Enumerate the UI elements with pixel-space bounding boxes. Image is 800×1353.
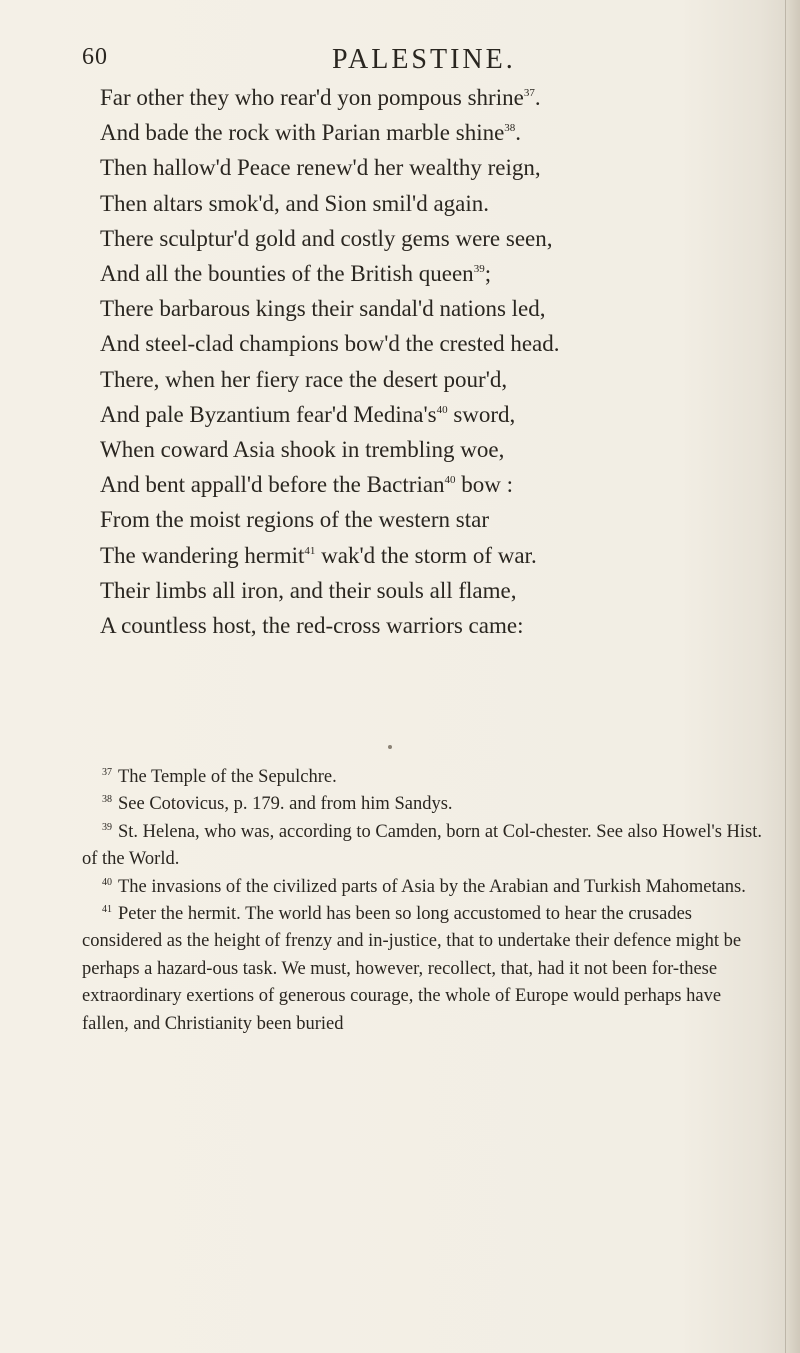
poem-line [100, 221, 740, 256]
footnote-reference[interactable]: 39 [473, 263, 485, 276]
footnote-mark: 37 [102, 767, 112, 778]
poem-line [100, 432, 740, 467]
footnote [82, 874, 762, 901]
footnote [82, 901, 762, 1038]
poem-line [100, 573, 740, 608]
poem-line-text: From the moist regions of the western star [100, 507, 490, 533]
footnote-mark: 38 [102, 794, 112, 806]
poem-line-text: When coward Asia shook in trembling woe, [100, 437, 505, 463]
footnote [82, 819, 762, 874]
poem-line [100, 502, 740, 537]
footnote [82, 764, 762, 791]
running-title: PALESTINE. [332, 44, 516, 75]
poem-line-text: Then altars smok'd, and Sion smil'd again. [100, 190, 490, 216]
footnote-mark: 40 [102, 876, 112, 888]
footnote-text: Peter the hermit. The world has been so long accustomed to hear the crusades considered as the height of frenzy and in-justice, that to undertake their defence might be perhaps a hazard-ous task. We must, however, recollect, that, had it not been for-these extraordinary exertions of generous courage, the whole of Europe would perhaps have fallen, and Christianity been buried [82, 904, 742, 1034]
poem-line [100, 362, 740, 397]
poem-line [100, 291, 740, 326]
footnote-reference[interactable]: 38 [504, 122, 516, 135]
poem-line-tail: bow : [455, 472, 514, 498]
footnote-reference[interactable]: 40 [444, 474, 456, 487]
poem-line-tail: . [534, 85, 541, 110]
poem-line [100, 256, 740, 291]
poem-line-text: And bent appall'd before the Bactrian [100, 472, 445, 498]
poem-line-text: Their limbs all iron, and their souls all flame, [100, 577, 517, 603]
page-edge [785, 0, 800, 1353]
poem-line [100, 186, 740, 221]
poem-line-tail: wak'd the storm of war. [315, 542, 537, 568]
poem-line-text: A countless host, the red-cross warriors came: [100, 613, 524, 639]
poem-line [100, 150, 740, 185]
poem-line-text: Far other they who rear'd yon pompous shrine [100, 85, 524, 110]
poem-line [100, 326, 740, 361]
poem-line-tail: ; [484, 261, 492, 287]
footnote-text: The Temple of the Sepulchre. [118, 767, 337, 787]
poem-line [100, 608, 740, 643]
poem-line [100, 397, 740, 432]
poem-line-text: And bade the rock with Parian marble shine [100, 120, 505, 146]
poem-line [100, 538, 740, 573]
footnote-text: The invasions of the civilized parts of Asia by the Arabian and Turkish Mahometans. [118, 876, 746, 897]
poem-line [100, 467, 740, 502]
poem-line-text: There sculptur'd gold and costly gems were seen, [100, 225, 553, 251]
poem-line-text: The wandering hermit [100, 542, 305, 568]
page-number: 60 [82, 44, 108, 70]
poem-line-text: There, when her fiery race the desert pour'd, [100, 366, 508, 392]
poem-line [100, 115, 740, 150]
separator-mark [388, 745, 392, 749]
footnote-text: St. Helena, who was, according to Camden, born at Col-chester. See also Howel's Hist. of the World. [82, 821, 763, 870]
footnote-reference[interactable]: 40 [436, 403, 448, 416]
poem-line-text: And all the bounties of the British queen [100, 261, 474, 287]
poem-line [100, 80, 740, 115]
poem-line-tail: . [515, 120, 522, 146]
footnote-mark: 39 [102, 821, 112, 833]
footnote-mark: 41 [102, 904, 112, 916]
poem-line-text: Then hallow'd Peace renew'd her wealthy reign, [100, 155, 541, 181]
poem-line-text: There barbarous kings their sandal'd nations led, [100, 296, 546, 322]
poem-line-text: And pale Byzantium fear'd Medina's [100, 401, 437, 427]
footnote-reference[interactable]: 41 [304, 544, 316, 557]
page-header [82, 44, 722, 84]
footnote-reference[interactable]: 37 [523, 87, 535, 99]
poem-line-tail: sword, [447, 401, 516, 427]
footnote [82, 791, 762, 818]
poem-line-text: And steel-clad champions bow'd the crested head. [100, 331, 560, 357]
poem-body [100, 80, 740, 643]
footnotes [82, 764, 762, 1038]
footnote-text: See Cotovicus, p. 179. and from him Sandys. [118, 794, 453, 815]
